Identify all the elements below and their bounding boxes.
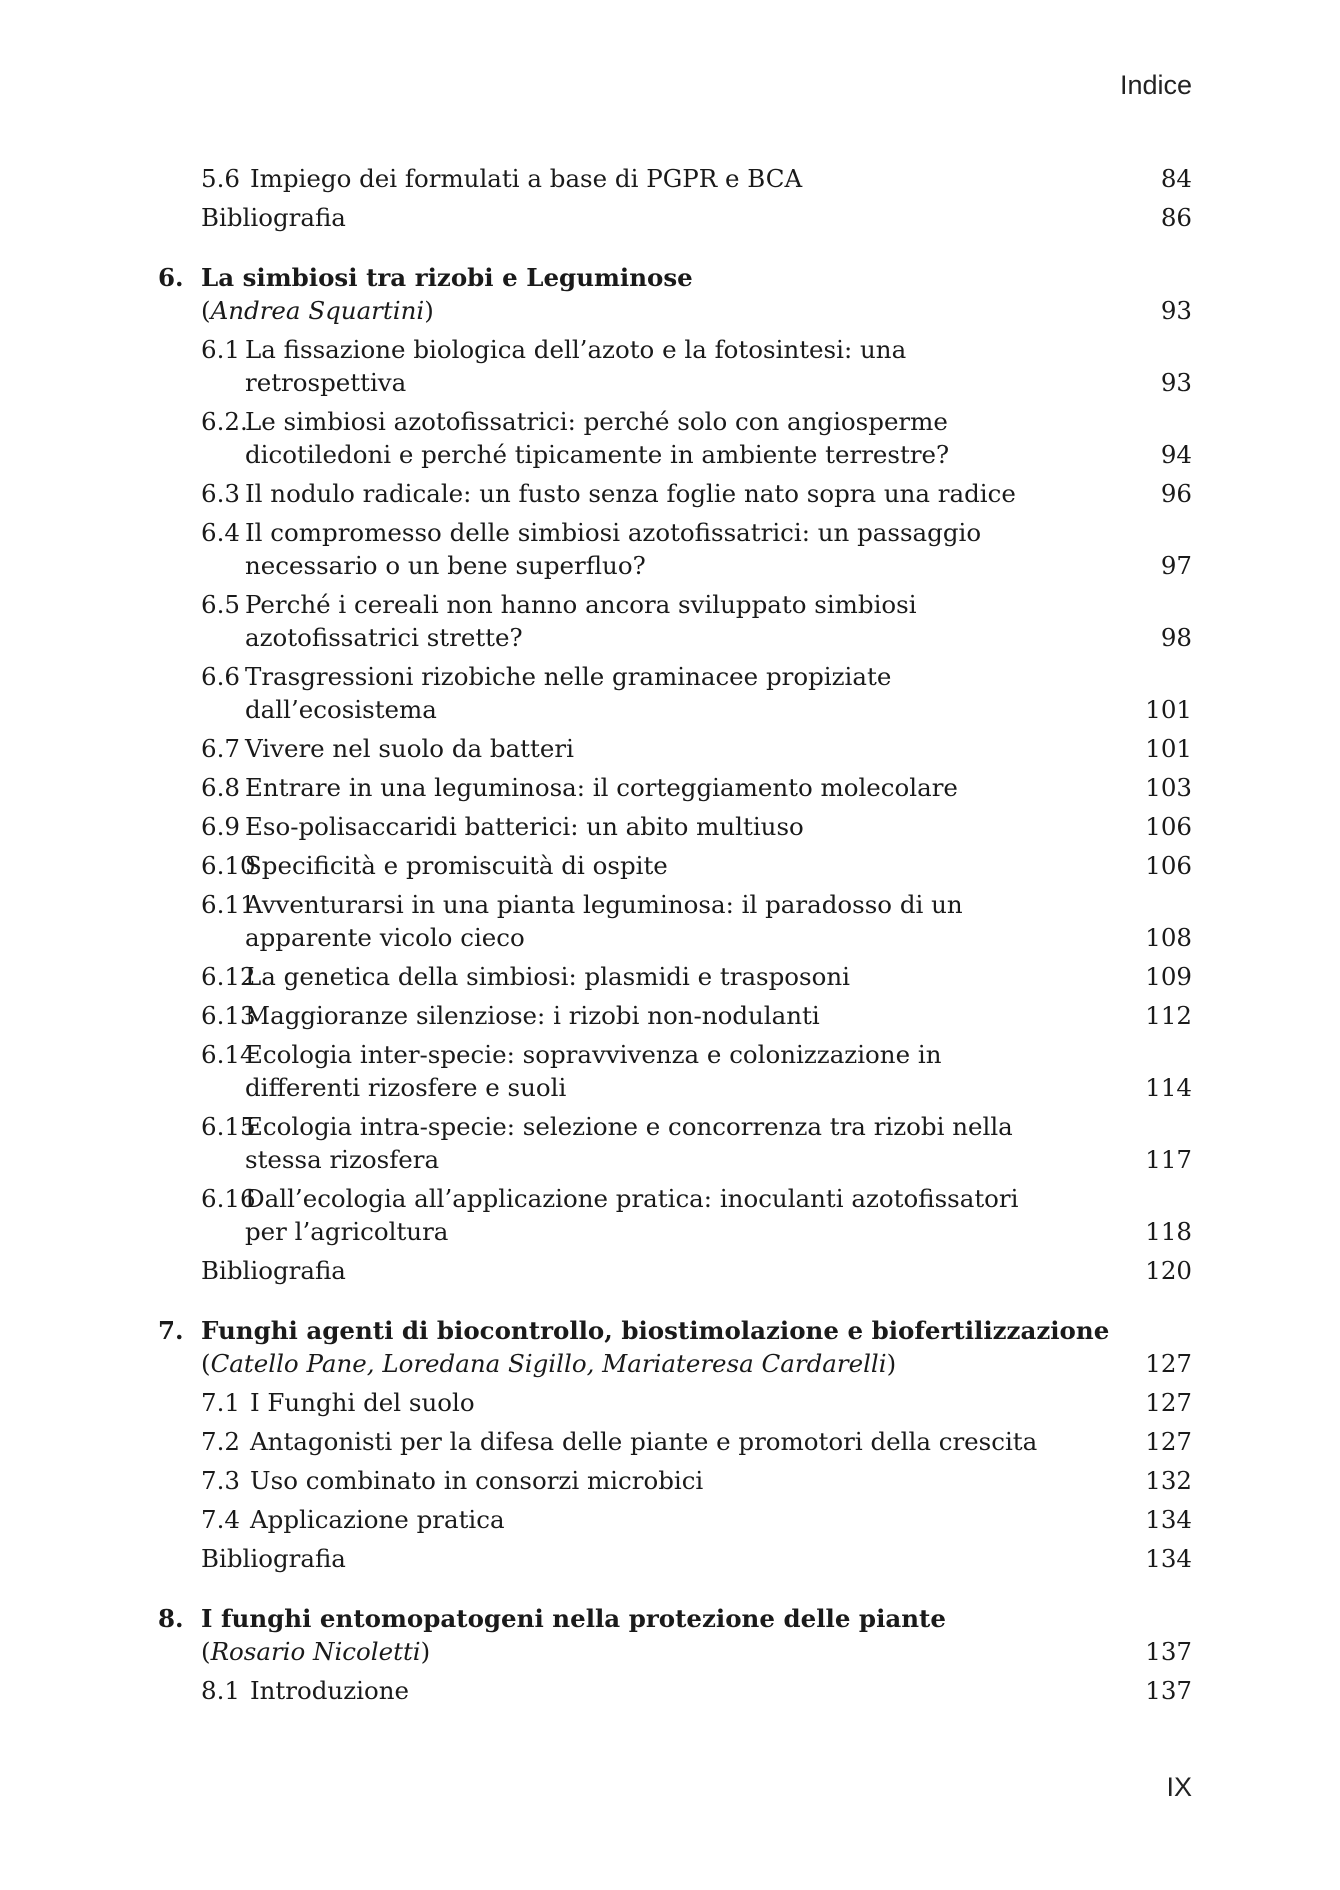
chapter-title: Funghi agenti di biocontrollo, biostimolazione e biofertilizzazione — [201, 1316, 1110, 1345]
entry-page: 93 — [1160, 296, 1192, 325]
entry-number: 6.12 — [201, 962, 256, 991]
chapter-heading — [158, 1602, 1192, 1635]
entry-title: Perché i cereali non hanno ancora sviluppato simbiosi azotofissatrici strette? — [245, 590, 917, 652]
entry-page: 93 — [1160, 368, 1192, 397]
entry-title: Antagonisti per la difesa delle piante e promotori della crescita — [249, 1427, 1038, 1456]
entry-number: 7.3 — [201, 1466, 240, 1495]
chapter-6 — [158, 261, 1192, 1287]
entry-title: Entrare in una leguminosa: il corteggiamento molecolare — [245, 773, 958, 802]
entry-title: Dall’ecologia all’applicazione pratica: inoculanti azotofissatori per l’agricoltura — [245, 1184, 1019, 1246]
entry-title: Uso combinato in consorzi microbici — [249, 1466, 704, 1495]
entry-number: 6.2. — [201, 407, 248, 436]
entry-page: 97 — [1160, 551, 1192, 580]
entry-title: Applicazione pratica — [249, 1505, 505, 1534]
entry-number: 6.8 — [201, 773, 240, 802]
entry-title: I Funghi del suolo — [249, 1388, 475, 1417]
entry-page: 103 — [1145, 773, 1192, 802]
table-of-contents — [158, 162, 1192, 1734]
entry-page: 120 — [1145, 1256, 1192, 1285]
chapter-heading — [158, 1314, 1192, 1347]
entry-title: Maggioranze silenziose: i rizobi non-nodulanti — [245, 1001, 820, 1030]
entry-page: 134 — [1145, 1544, 1192, 1573]
entry-page: 108 — [1145, 923, 1192, 952]
entry-title: Bibliografia — [201, 203, 346, 232]
entry-title: La genetica della simbiosi: plasmidi e trasposoni — [245, 962, 850, 991]
running-head: Indice — [1119, 70, 1192, 100]
entry-page: 112 — [1145, 1001, 1192, 1030]
entry-number: 7.1 — [201, 1388, 240, 1417]
chapter-7 — [158, 1314, 1192, 1575]
entry-page: 109 — [1145, 962, 1192, 991]
entry-number: 6.15 — [201, 1112, 256, 1141]
entry-number: 6.1 — [201, 335, 240, 364]
entry-number: 6.10 — [201, 851, 256, 880]
chapter-number: 6. — [158, 263, 184, 292]
entry-page: 134 — [1145, 1505, 1192, 1534]
chapter-authors: (Catello Pane, Loredana Sigillo, Mariateresa Cardarelli) 127 — [201, 1349, 1192, 1378]
entry-number: 7.4 — [201, 1505, 240, 1534]
chapter-title: La simbiosi tra rizobi e Leguminose — [201, 263, 693, 292]
entry-page: 84 — [1160, 164, 1192, 193]
entry-page: 86 — [1160, 203, 1192, 232]
entry-number: 5.6 — [201, 164, 240, 193]
entry-page: 114 — [1145, 1073, 1192, 1102]
chapter-heading — [158, 261, 1192, 294]
toc-entry — [158, 201, 1192, 234]
chapter-number: 7. — [158, 1316, 184, 1345]
entry-title: Il nodulo radicale: un fusto senza foglie nato sopra una radice — [245, 479, 1016, 508]
entry-page: 137 — [1145, 1637, 1192, 1666]
entry-title: Trasgressioni rizobiche nelle graminacee propiziate dall’ecosistema — [245, 662, 892, 724]
entry-page: 106 — [1145, 812, 1192, 841]
entry-title: Ecologia inter-specie: sopravvivenza e colonizzazione in differenti rizosfere e suoli — [245, 1040, 942, 1102]
entry-number: 6.14 — [201, 1040, 256, 1069]
chapter-8 — [158, 1602, 1192, 1707]
entry-number: 6.13 — [201, 1001, 256, 1030]
author-names: Catello Pane, Loredana Sigillo, Mariateresa Cardarelli — [210, 1349, 887, 1378]
chapter-number: 8. — [158, 1604, 184, 1633]
chapter-authors: (Andrea Squartini) 93 — [201, 296, 1192, 325]
entry-page: 127 — [1145, 1388, 1192, 1417]
entry-title: Il compromesso delle simbiosi azotofissatrici: un passaggio necessario o un bene superfluo? — [245, 518, 982, 580]
entry-title: Bibliografia — [201, 1256, 346, 1285]
entry-title: Bibliografia — [201, 1544, 346, 1573]
entry-page: 117 — [1145, 1145, 1192, 1174]
chapter-title: I funghi entomopatogeni nella protezione delle piante — [201, 1604, 946, 1633]
entry-page: 137 — [1145, 1676, 1192, 1705]
entry-title: Specificità e promiscuità di ospite — [245, 851, 668, 880]
entry-title: Avventurarsi in una pianta leguminosa: il paradosso di un apparente vicolo cieco — [245, 890, 963, 952]
entry-number: 8.1 — [201, 1676, 240, 1705]
entry-page: 101 — [1145, 695, 1192, 724]
toc-entry — [158, 162, 1192, 195]
entry-page: 96 — [1160, 479, 1192, 508]
entry-page: 127 — [1145, 1427, 1192, 1456]
chapter-authors: (Rosario Nicoletti) 137 — [201, 1637, 1192, 1666]
entry-number: 6.11 — [201, 890, 256, 919]
entry-page: 98 — [1160, 623, 1192, 652]
page-number: IX — [1166, 1772, 1192, 1802]
entry-page: 127 — [1145, 1349, 1192, 1378]
entry-title: Introduzione — [249, 1676, 409, 1705]
entry-page: 101 — [1145, 734, 1192, 763]
entry-number: 6.6 — [201, 662, 240, 691]
entry-page: 118 — [1145, 1217, 1192, 1246]
author-names: Andrea Squartini — [210, 296, 425, 325]
chapter-5-tail — [158, 162, 1192, 234]
entry-title: Vivere nel suolo da batteri — [245, 734, 574, 763]
entry-title: Eso-polisaccaridi batterici: un abito multiuso — [245, 812, 804, 841]
entry-number: 7.2 — [201, 1427, 240, 1456]
entry-number: 6.9 — [201, 812, 240, 841]
entry-title: La fissazione biologica dell’azoto e la fotosintesi: una retrospettiva — [245, 335, 907, 397]
entry-page: 94 — [1160, 440, 1192, 469]
entry-page: 106 — [1145, 851, 1192, 880]
entry-title: Impiego dei formulati a base di PGPR e BCA — [249, 164, 803, 193]
entry-title: Ecologia intra-specie: selezione e concorrenza tra rizobi nella stessa rizosfera — [245, 1112, 1013, 1174]
entry-title: Le simbiosi azotofissatrici: perché solo con angiosperme dicotiledoni e perché tipicamente in ambiente terrestre? — [245, 407, 950, 469]
entry-number: 6.4 — [201, 518, 240, 547]
entry-number: 6.16 — [201, 1184, 256, 1213]
entry-number: 6.5 — [201, 590, 240, 619]
entry-number: 6.3 — [201, 479, 240, 508]
entry-number: 6.7 — [201, 734, 240, 763]
entry-page: 132 — [1145, 1466, 1192, 1495]
author-names: Rosario Nicoletti — [210, 1637, 421, 1666]
